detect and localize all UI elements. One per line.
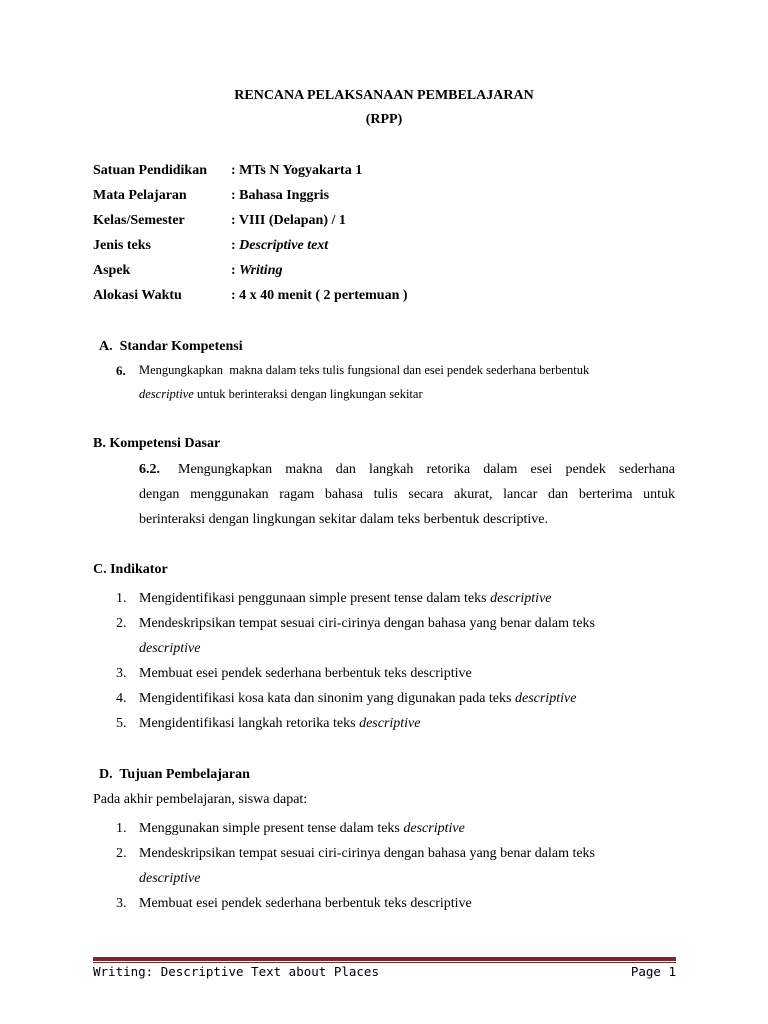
list-item-em: descriptive <box>514 691 577 706</box>
section-a-rest: untuk berinteraksi dengan lingkungan sekitar <box>193 387 423 401</box>
identity-label: Alokasi Waktu <box>93 288 182 303</box>
list-item-text: Membuat esei pendek sederhana berbentuk teks descriptive <box>139 666 472 681</box>
section-d-intro: Pada akhir pembelajaran, siswa dapat: <box>93 792 308 807</box>
identity-value: : Bahasa Inggris <box>231 188 330 203</box>
page-number: Page 1 <box>630 964 676 979</box>
section-a-text: Mengungkapkan makna dalam teks tulis fungsional dan esei pendek sederhana berbentuk <box>139 363 590 377</box>
identity-value-em: Descriptive text <box>239 238 329 253</box>
section-a-text-cont <box>139 387 423 402</box>
list-item-number: 3. <box>116 666 127 681</box>
section-b-number: 6.2. <box>139 462 160 477</box>
list-item-number: 3. <box>116 896 127 911</box>
identity-label: Kelas/Semester <box>93 213 185 228</box>
footer-title: Writing: Descriptive Text about Places <box>93 964 379 979</box>
list-item-cont: descriptive <box>139 871 201 886</box>
identity-value-em: Writing <box>239 263 283 278</box>
list-item-number: 1. <box>116 821 127 836</box>
identity-value <box>231 238 328 254</box>
document-title: RENCANA PELAKSANAAN PEMBELAJARAN <box>234 88 534 103</box>
section-a-heading: A. Standar Kompetensi <box>99 339 243 354</box>
section-b-text-2: dengan menggunakan ragam bahasa tulis secara akurat, lancar dan berterima untuk <box>139 487 675 502</box>
section-d-heading: D. Tujuan Pembelajaran <box>99 767 250 782</box>
list-item-number: 5. <box>116 716 127 731</box>
section-a-em: descriptive <box>139 387 194 401</box>
list-item-number: 1. <box>116 591 127 606</box>
identity-colon: : <box>231 238 240 253</box>
list-item-number: 2. <box>116 846 127 861</box>
list-item-text: Mendeskripsikan tempat sesuai ciri-cirinya dengan bahasa yang benar dalam teks <box>139 846 596 861</box>
section-b-text-1: Mengungkapkan makna dan langkah retorika dalam esei pendek sederhana <box>178 462 675 477</box>
list-item-number: 4. <box>116 691 127 706</box>
list-item-text: Menggunakan simple present tense dalam teks <box>139 821 404 836</box>
identity-value: : VIII (Delapan) / 1 <box>231 213 346 228</box>
section-c-heading: C. Indikator <box>93 562 168 577</box>
document-subtitle: (RPP) <box>365 112 403 127</box>
list-item <box>139 591 552 607</box>
list-item-em: descriptive <box>403 821 465 836</box>
list-item-cont: descriptive <box>139 641 201 656</box>
section-b-text-3: berinteraksi dengan lingkungan sekitar dalam teks berbentuk descriptive. <box>139 512 548 527</box>
list-item <box>139 716 420 732</box>
section-b-heading: B. Kompetensi Dasar <box>93 436 221 451</box>
list-item-text: Mengidentifikasi kosa kata dan sinonim yang digunakan pada teks <box>139 691 515 706</box>
identity-label: Mata Pelajaran <box>93 188 187 203</box>
footer-rule-thin <box>93 962 676 963</box>
list-item-number: 2. <box>116 616 127 631</box>
list-item <box>139 691 576 707</box>
list-item-em: descriptive <box>359 716 421 731</box>
identity-label: Satuan Pendidikan <box>93 163 207 178</box>
section-a-number: 6. <box>116 363 126 378</box>
list-item-text: Mengidentifikasi langkah retorika teks <box>139 716 360 731</box>
identity-value <box>231 263 282 279</box>
identity-value: : MTs N Yogyakarta 1 <box>231 163 363 178</box>
list-item-text: Mengidentifikasi penggunaan simple present tense dalam teks <box>139 591 491 606</box>
list-item <box>139 821 465 837</box>
list-item-text: Mendeskripsikan tempat sesuai ciri-cirinya dengan bahasa yang benar dalam teks <box>139 616 596 631</box>
identity-colon: : <box>231 263 240 278</box>
identity-label: Aspek <box>93 263 131 278</box>
list-item-em: descriptive <box>490 591 552 606</box>
identity-value: : 4 x 40 menit ( 2 pertemuan ) <box>231 288 408 303</box>
footer-rule-thick <box>93 957 676 961</box>
list-item-text: Membuat esei pendek sederhana berbentuk teks descriptive <box>139 896 472 911</box>
identity-label: Jenis teks <box>93 238 151 253</box>
